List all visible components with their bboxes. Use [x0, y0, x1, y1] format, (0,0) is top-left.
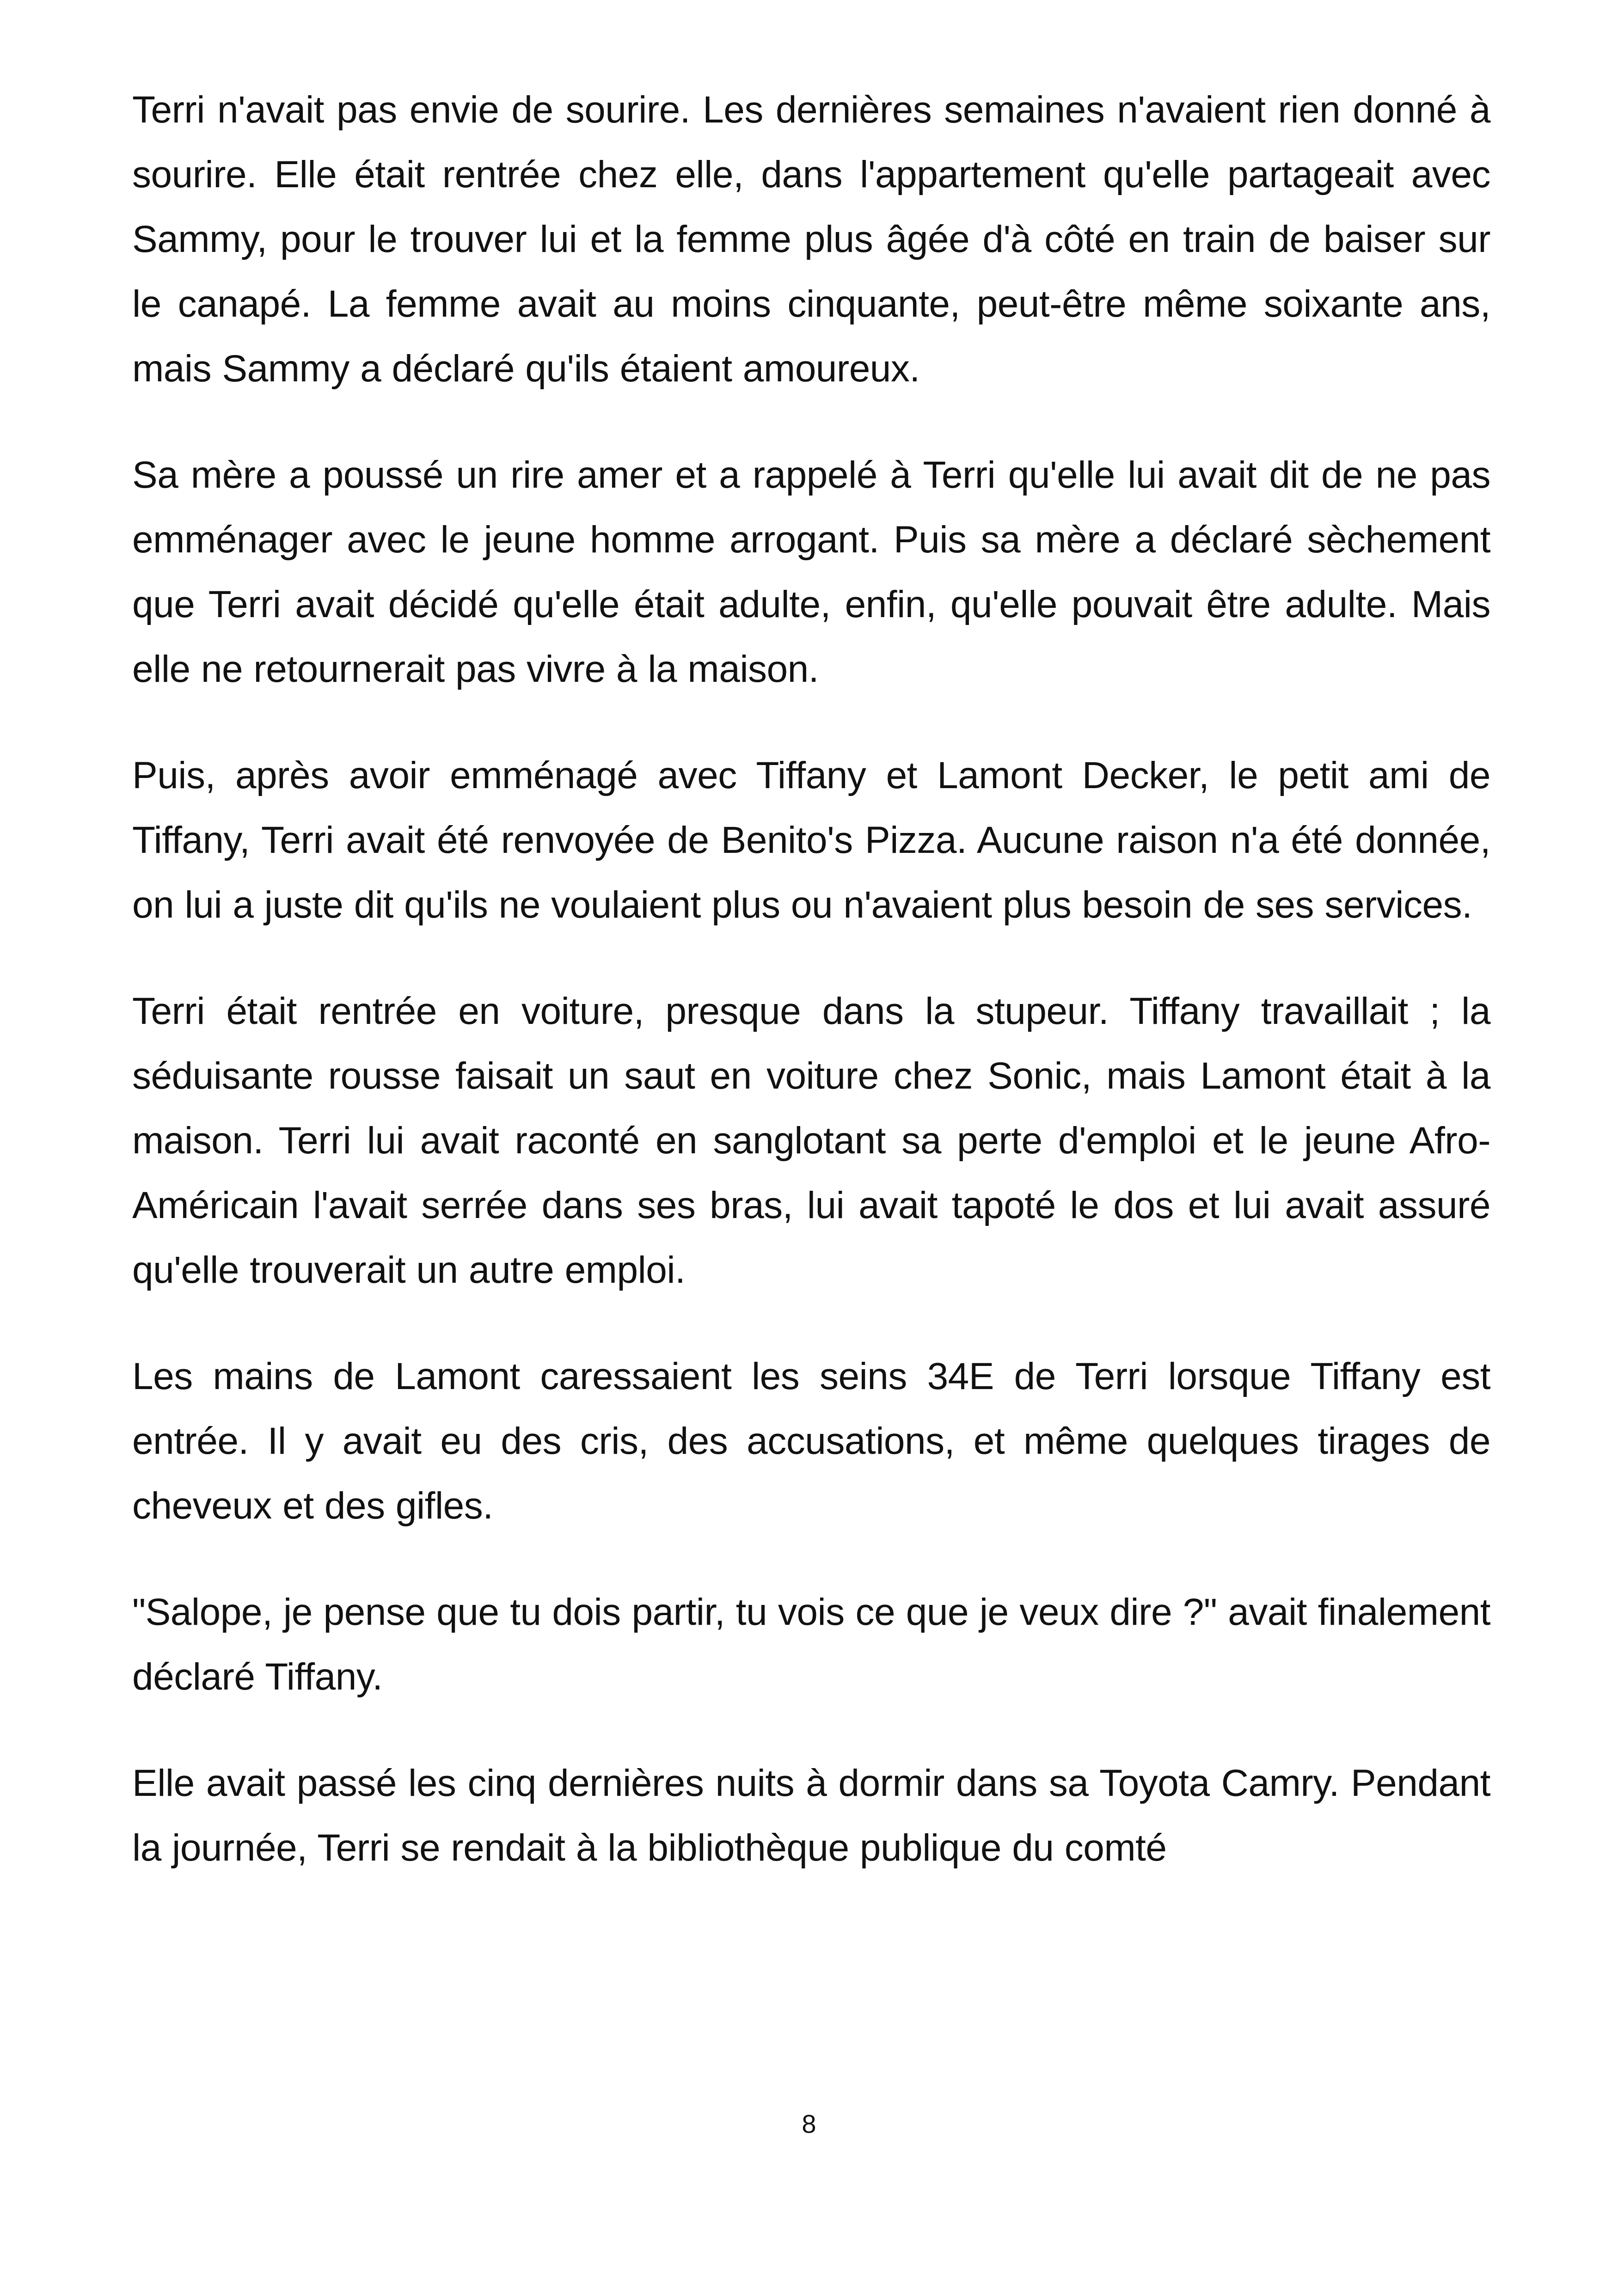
page-number: 8 — [802, 2109, 816, 2138]
paragraph-6: "Salope, je pense que tu dois partir, tu vois ce que je veux dire ?" avait finalement déclaré Tiffany. — [132, 1591, 1490, 1698]
paragraph-4: Terri était rentrée en voiture, presque dans la stupeur. Tiffany travaillait ; la séduisante rousse faisait un saut en voiture chez Sonic, mais Lamont était à la maison. Terri lui avait raconté en sanglotant sa perte d'emploi et le jeune Afro-Américain l'avait serrée dans ses bras, lui avait tapoté le dos et lui avait assuré qu'elle trouverait un autre emploi. — [132, 990, 1490, 1291]
text-body — [132, 78, 1490, 1880]
paragraph-5: Les mains de Lamont caressaient les seins 34E de Terri lorsque Tiffany est entrée. Il y avait eu des cris, des accusations, et même quelques tirages de cheveux et des gifles. — [132, 1355, 1490, 1527]
paragraph-2: Sa mère a poussé un rire amer et a rappelé à Terri qu'elle lui avait dit de ne pas emménager avec le jeune homme arrogant. Puis sa mère a déclaré sèchement que Terri avait décidé qu'elle était adulte, enfin, qu'elle pouvait être adulte. Mais elle ne retournerait pas vivre à la maison. — [132, 454, 1490, 690]
paragraph-1: Terri n'avait pas envie de sourire. Les dernières semaines n'avaient rien donné à sourire. Elle était rentrée chez elle, dans l'appartement qu'elle partageait avec Sammy, pour le trouver lui et la femme plus âgée d'à côté en train de baiser sur le canapé. La femme avait au moins cinquante, peut-être même soixante ans, mais Sammy a déclaré qu'ils étaient amoureux. — [132, 89, 1490, 390]
paragraph-3: Puis, après avoir emménagé avec Tiffany et Lamont Decker, le petit ami de Tiffany, Terri avait été renvoyée de Benito's Pizza. Aucune raison n'a été donnée, on lui a juste dit qu'ils ne voulaient plus ou n'avaient plus besoin de ses services. — [132, 754, 1490, 926]
paragraph-7: Elle avait passé les cinq dernières nuits à dormir dans sa Toyota Camry. Pendant la journée, Terri se rendait à la bibliothèque publique du comté — [132, 1762, 1490, 1869]
